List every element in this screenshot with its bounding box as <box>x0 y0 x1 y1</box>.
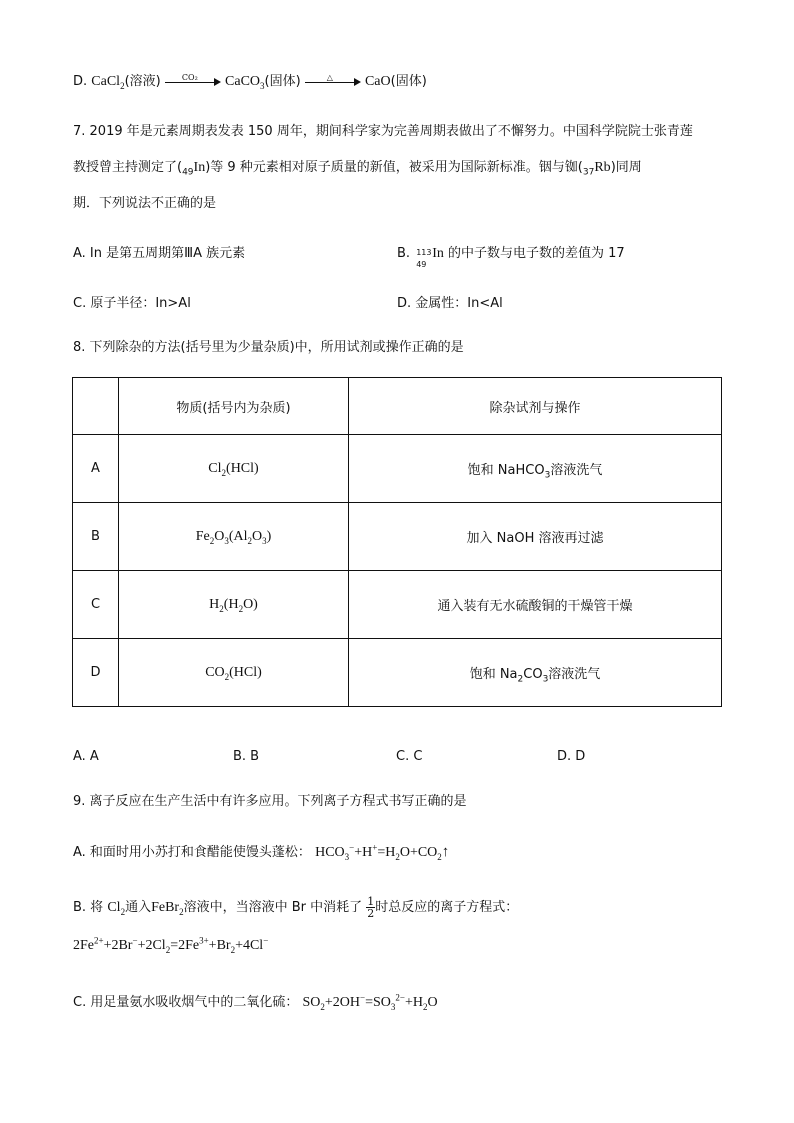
table-header-cell: 除杂试剂与操作 <box>349 378 722 435</box>
reaction-arrow-co2: CO₂ <box>165 76 221 88</box>
q9-option-c: C. 用足量氨水吸收烟气中的二氧化硫： $SO_2+2OH^-=SO_3^{2-}+H_2O$ <box>73 992 438 1012</box>
q8-choice-a: A. A <box>73 749 99 764</box>
q7-option-b: B. 113 49 In 的中子数与电子数的差值为 17 <box>397 246 625 269</box>
q7-stem-line1: 7. 2019 年是元素周期表发表 150 周年，期间科学家为完善周期表做出了不懈努力。中国科学院院士张青莲 <box>73 124 693 139</box>
substance-cell: $H_2(H_2O)$ <box>119 571 349 639</box>
q9-stem: 9. 离子反应在生产生活中有许多应用。下列离子方程式书写正确的是 <box>73 794 467 809</box>
row-label: C <box>73 571 119 639</box>
q7-option-a: A. In 是第五周期第ⅢA 族元素 <box>73 246 246 261</box>
purification-table <box>72 377 722 707</box>
row-label: B <box>73 503 119 571</box>
table-row <box>73 571 722 639</box>
table-header-cell <box>73 378 119 435</box>
reaction-arrow-heat: △ <box>305 76 361 88</box>
row-label: D <box>73 639 119 707</box>
table-header-cell: 物质(括号内为杂质) <box>119 378 349 435</box>
table-row <box>73 639 722 707</box>
q9-option-b: B. 将 $Cl_2$通入FeBr$_2$溶液中，当溶液中 Br 中消耗了 $\frac{1}{2}$ 时总反应的离子方程式： <box>73 895 519 920</box>
method-cell: 饱和 $Na_2CO_3$溶液洗气 <box>349 639 722 707</box>
q8-choice-d: D. D <box>557 749 586 764</box>
q7-option-c: C. 原子半径：In>Al <box>73 296 191 311</box>
method-cell: 通入装有无水硫酸铜的干燥管干燥 <box>349 571 722 639</box>
q6-option-d: D. CaCl$_2$(溶液) CO₂ CaCO$_3$(固体) △ CaO(固体) <box>73 72 427 91</box>
equation-c: $SO_2+2OH^-=SO_3^{2-}+H_2O$ <box>302 992 438 1012</box>
substance-cell: $Cl_2(HCl)$ <box>119 435 349 503</box>
equation-a: $HCO_3^-+H^+=H_2O+CO_2↑$ <box>315 842 450 862</box>
method-cell: 饱和 NaHCO$_3$溶液洗气 <box>349 435 722 503</box>
substance-cell: $CO_2(HCl)$ <box>119 639 349 707</box>
q8-choice-b: B. B <box>233 749 260 764</box>
q8-choice-c: C. C <box>396 749 423 764</box>
q7-stem-line3: 期．下列说法不正确的是 <box>73 196 217 211</box>
equation-b: $2Fe^{2+}+2Br^-+2Cl_2=2Fe^{3+}+Br_2+4Cl^-$ <box>73 935 269 955</box>
q9-option-a: A. 和面时用小苏打和食醋能使馒头蓬松： $HCO_3^-+H^+=H_2O+CO_2↑$ <box>73 842 450 862</box>
method-cell: 加入 NaOH 溶液再过滤 <box>349 503 722 571</box>
table-row <box>73 435 722 503</box>
q7-option-d: D. 金属性：In<Al <box>397 296 503 311</box>
table-row <box>73 503 722 571</box>
q7-stem-line2: 教授曾主持测定了$(_{49}In)$等 9 种元素相对原子质量的新值，被采用为国际新标准。铟与铷$(_{37}Rb)$同周 <box>73 160 642 178</box>
q8-stem: 8. 下列除杂的方法(括号里为少量杂质)中，所用试剂或操作正确的是 <box>73 340 464 355</box>
nuclide-in-113: 113 49 <box>416 247 432 269</box>
substance-cell: $Fe_2O_3(Al_2O_3)$ <box>119 503 349 571</box>
table-header-row <box>73 378 722 435</box>
row-label: A <box>73 435 119 503</box>
fraction-one-half: $\frac{1}{2}$ <box>367 895 375 920</box>
